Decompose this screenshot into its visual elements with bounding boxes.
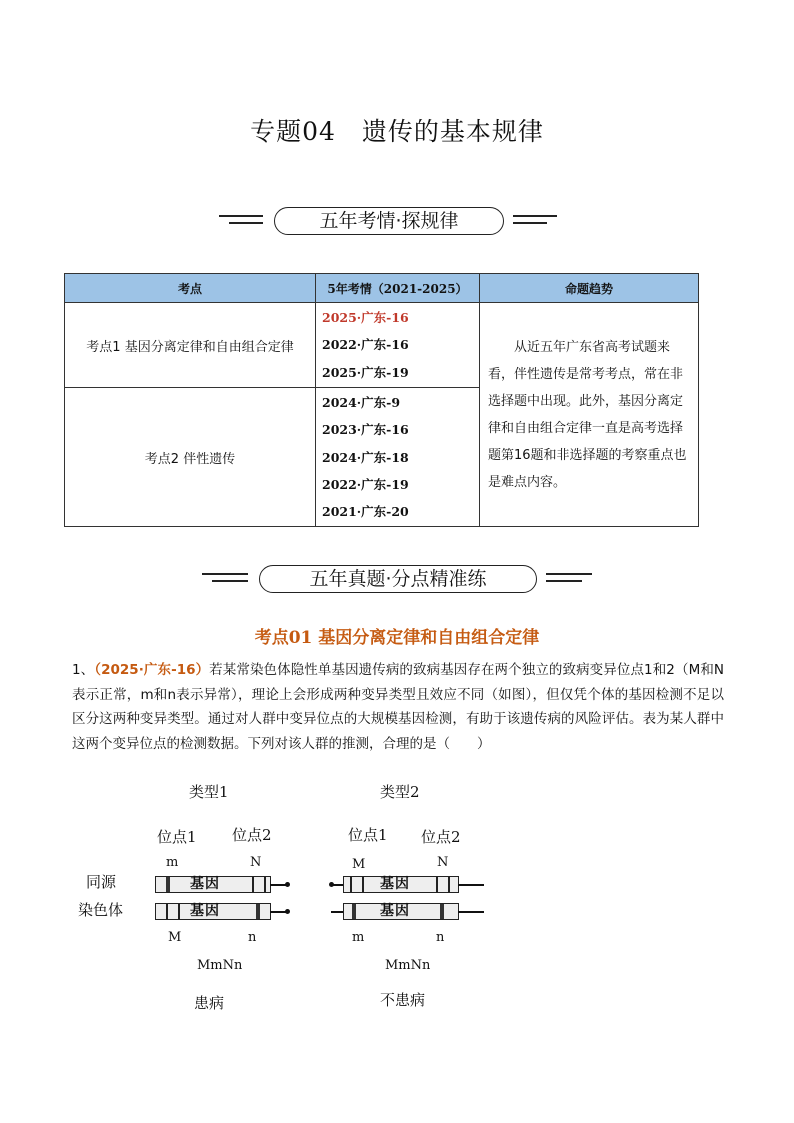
year-item: 2025·广东-16 <box>322 310 409 326</box>
year-item: 2024·广东-9 <box>322 395 401 410</box>
mutant-site-marker <box>166 877 170 892</box>
chromosome-bar <box>155 876 271 893</box>
chromosome-arm <box>458 911 484 913</box>
allele-label: M <box>352 857 366 872</box>
chromosome-arm <box>458 884 484 886</box>
chromosome-bar <box>343 876 459 893</box>
page-title: 专题04 遗传的基本规律 <box>250 117 544 146</box>
wildtype-site-marker <box>350 876 364 893</box>
chromosome-end <box>285 909 290 914</box>
homolog-label: 染色体 <box>78 901 124 919</box>
year-item: 2022·广东-16 <box>322 337 409 353</box>
year-item: 2025·广东-19 <box>322 364 409 380</box>
chromosome-end <box>285 882 290 887</box>
exam-point-2: 考点2 伴性遗传 <box>65 388 316 527</box>
header-trend: 命题趋势 <box>480 274 699 303</box>
type-1-site2-label: 位点2 <box>232 826 272 844</box>
section-heading: 考点01 基因分离定律和自由组合定律 <box>254 628 540 648</box>
question-text: 若某常染色体隐性单基因遗传病的致病基因存在两个独立的致病变异位点1和2（M和N表示正常，m和n表示异常），理论上会形成两种变异类型且效应不同（如图），但仅凭个体的基因检测不足以区分这两种变异类型。通过对人群中变异位点的大规模基因检测，有助于该遗传病的风险评估。表为某人群中这两个变异位点的检测数据。下列对该人群的推测，合理的是（ ） <box>72 662 725 752</box>
exam-point-1: 考点1 基因分离定律和自由组合定律 <box>65 303 316 388</box>
gene-label: 基因 <box>380 903 410 919</box>
chromosome-arm <box>331 911 343 913</box>
type-2-phenotype: 不患病 <box>380 991 426 1009</box>
allele-label: n <box>248 930 257 945</box>
wildtype-site-marker <box>436 876 450 893</box>
header-exam-point: 考点 <box>65 274 316 303</box>
wildtype-site-marker <box>252 876 266 893</box>
type-2-site1-label: 位点1 <box>348 826 388 844</box>
question-number: 1、 <box>72 662 95 678</box>
type-2-genotype: MmNn <box>385 958 431 973</box>
mutant-site-marker <box>256 904 260 919</box>
homolog-label: 同源 <box>86 873 117 891</box>
type-1-title: 类型1 <box>189 783 229 801</box>
allele-label: n <box>436 930 445 945</box>
gene-label: 基因 <box>190 903 220 919</box>
chromosome-bar <box>343 903 459 920</box>
question-source: （2025·广东-16） <box>94 662 210 678</box>
wildtype-site-marker <box>166 903 180 920</box>
year-item: 2022·广东-19 <box>322 476 409 492</box>
year-item: 2021·广东-20 <box>322 504 409 520</box>
allele-label: M <box>168 930 182 945</box>
header-five-year: 5年考情（2021-2025） <box>316 274 480 303</box>
chromosome-bar <box>155 903 271 920</box>
allele-label: N <box>250 855 262 870</box>
type-1-phenotype: 患病 <box>194 994 225 1012</box>
banner-label: 五年真题·分点精准练 <box>259 565 537 593</box>
allele-label: m <box>166 855 179 870</box>
banner-label: 五年考情·探规律 <box>274 207 504 235</box>
gene-label: 基因 <box>380 876 410 892</box>
type-1-site1-label: 位点1 <box>157 828 197 846</box>
mutant-site-marker <box>440 904 444 919</box>
year-item: 2023·广东-16 <box>322 422 409 438</box>
type-1-genotype: MmNn <box>197 958 243 973</box>
type-2-site2-label: 位点2 <box>421 828 461 846</box>
year-item: 2024·广东-18 <box>322 449 409 465</box>
allele-label: m <box>352 930 365 945</box>
trend-text: 从近五年广东省高考试题来看，伴性遗传是常考考点，常在非选择题中出现。此外，基因分离定律和自由组合定律一直是高考选择题第16题和非选择题的考察重点也是难点内容。 <box>480 303 699 527</box>
type-2-title: 类型2 <box>380 783 420 801</box>
gene-label: 基因 <box>190 876 220 892</box>
mutant-site-marker <box>352 904 356 919</box>
allele-label: N <box>437 855 449 870</box>
chromosome-arm <box>331 884 343 886</box>
